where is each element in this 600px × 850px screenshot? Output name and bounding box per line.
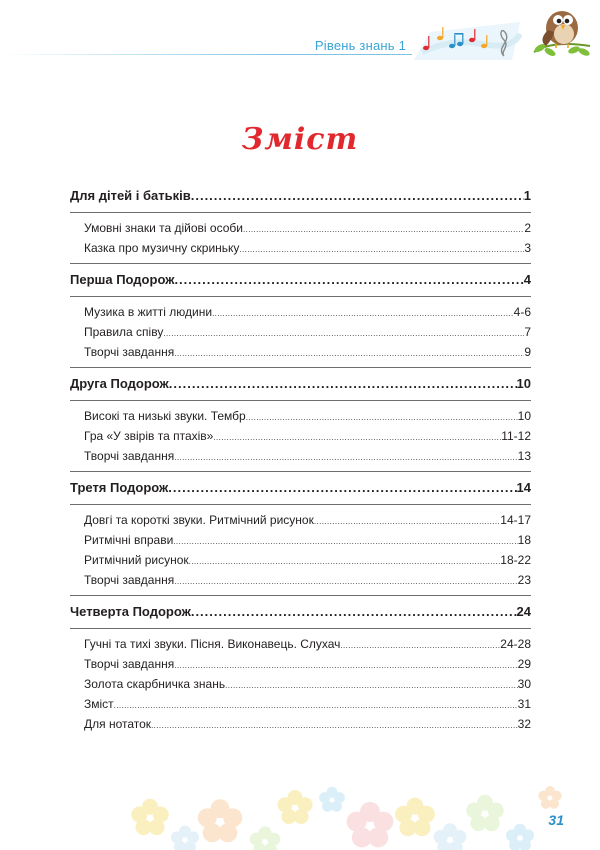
toc-section-title: Друга Подорож [70, 376, 169, 391]
section-divider [70, 504, 531, 505]
toc-item-title: Зміст [84, 697, 114, 711]
toc-item-title: Гра «У звірів та птахів» [84, 429, 214, 443]
toc-item [84, 302, 531, 322]
dot-leader [225, 676, 518, 694]
toc-item [84, 714, 531, 734]
toc-item [84, 674, 531, 694]
toc-item [84, 550, 531, 570]
toc-item-page: 32 [517, 717, 531, 731]
toc-section [70, 373, 531, 395]
toc-item [84, 218, 531, 238]
toc-item-page: 13 [517, 449, 531, 463]
toc-section-title: Перша Подорож [70, 272, 175, 287]
toc-item [84, 446, 531, 466]
toc-item [84, 634, 531, 654]
toc-item-page: 11-12 [501, 429, 531, 443]
toc-item-title: Золота скарбничка знань [84, 677, 226, 691]
bird-illustration-icon [528, 0, 592, 60]
toc-item-title: Гучні та тихі звуки. Пісня. Виконавець. Слухач [84, 637, 341, 651]
toc-section-page: 24 [516, 604, 531, 619]
dot-leader [212, 304, 514, 322]
toc-item-page: 30 [517, 677, 531, 691]
toc-item-page: 2 [524, 221, 531, 235]
header-divider [0, 54, 412, 55]
toc-item [84, 426, 531, 446]
section-divider [70, 367, 531, 368]
dot-leader [174, 344, 524, 362]
toc-item [84, 322, 531, 342]
dot-leader [168, 477, 516, 499]
dot-leader [239, 240, 524, 258]
dot-leader [173, 532, 517, 550]
toc-section-page: 10 [516, 376, 531, 391]
section-divider [70, 296, 531, 297]
toc-item-page: 4-6 [513, 305, 531, 319]
dot-leader [163, 324, 524, 342]
toc-item-page: 18 [517, 533, 531, 547]
toc-item-title: Високі та низькі звуки. Тембр [84, 409, 246, 423]
toc-item [84, 510, 531, 530]
toc-item-page: 31 [517, 697, 531, 711]
toc-item-page: 7 [524, 325, 531, 339]
dot-leader [243, 220, 524, 238]
toc-item [84, 238, 531, 258]
toc-item-page: 23 [517, 573, 531, 587]
toc-item-title: Казка про музичну скриньку [84, 241, 240, 255]
toc-item-title: Ритмічний рисунок [84, 553, 189, 567]
toc-item-title: Музика в житті людини [84, 305, 213, 319]
toc-item-title: Творчі завдання [84, 573, 175, 587]
toc-section-title: Третя Подорож [70, 480, 169, 495]
toc-section-title: Для дітей і батьків [70, 188, 191, 203]
toc-section [70, 477, 531, 499]
dot-leader [169, 373, 517, 395]
toc-item [84, 406, 531, 426]
section-divider [70, 212, 531, 213]
toc-item [84, 570, 531, 590]
music-notes-icon [412, 20, 522, 66]
section-divider [70, 595, 531, 596]
dot-leader [151, 716, 518, 734]
toc-section-page: 4 [523, 272, 531, 287]
toc-item [84, 694, 531, 714]
dot-leader [189, 552, 501, 570]
toc-item-title: Умовні знаки та дійові особи [84, 221, 243, 235]
toc-item-title: Для нотаток [84, 717, 152, 731]
section-divider [70, 263, 531, 264]
toc-item-title: Довгі та короткі звуки. Ритмічний рисунок [84, 513, 314, 527]
dot-leader [340, 636, 500, 654]
toc-item-title: Правила співу [84, 325, 164, 339]
toc-section [70, 601, 531, 623]
toc-item [84, 530, 531, 550]
toc-item-page: 18-22 [500, 553, 531, 567]
toc-item-title: Ритмічні вправи [84, 533, 174, 547]
dot-leader [174, 448, 517, 466]
dot-leader [114, 696, 518, 714]
toc-section-title: Четверта Подорож [70, 604, 191, 619]
dot-leader [191, 185, 524, 207]
header-level-label: Рівень знань 1 [314, 38, 406, 53]
toc-item-title: Творчі завдання [84, 449, 175, 463]
toc-item-page: 29 [517, 657, 531, 671]
section-divider [70, 628, 531, 629]
table-of-contents [70, 185, 531, 734]
toc-item-page: 14-17 [500, 513, 531, 527]
toc-section [70, 269, 531, 291]
toc-item-title: Творчі завдання [84, 345, 175, 359]
dot-leader [191, 601, 517, 623]
toc-item [84, 654, 531, 674]
page-number: 31 [548, 812, 564, 828]
dot-leader [174, 572, 517, 590]
dot-leader [174, 269, 523, 291]
dot-leader [174, 656, 517, 674]
dot-leader [314, 512, 500, 530]
section-divider [70, 400, 531, 401]
toc-item-page: 24-28 [500, 637, 531, 651]
page-title: Зміст [241, 122, 359, 157]
toc-section-page: 14 [516, 480, 531, 495]
toc-item [84, 342, 531, 362]
flower-pattern-icon [80, 760, 600, 850]
toc-section [70, 185, 531, 207]
toc-item-page: 10 [517, 409, 531, 423]
toc-item-title: Творчі завдання [84, 657, 175, 671]
dot-leader [246, 408, 518, 426]
toc-section-page: 1 [523, 188, 531, 203]
section-divider [70, 471, 531, 472]
toc-item-page: 3 [524, 241, 531, 255]
toc-item-page: 9 [524, 345, 531, 359]
dot-leader [213, 428, 501, 446]
